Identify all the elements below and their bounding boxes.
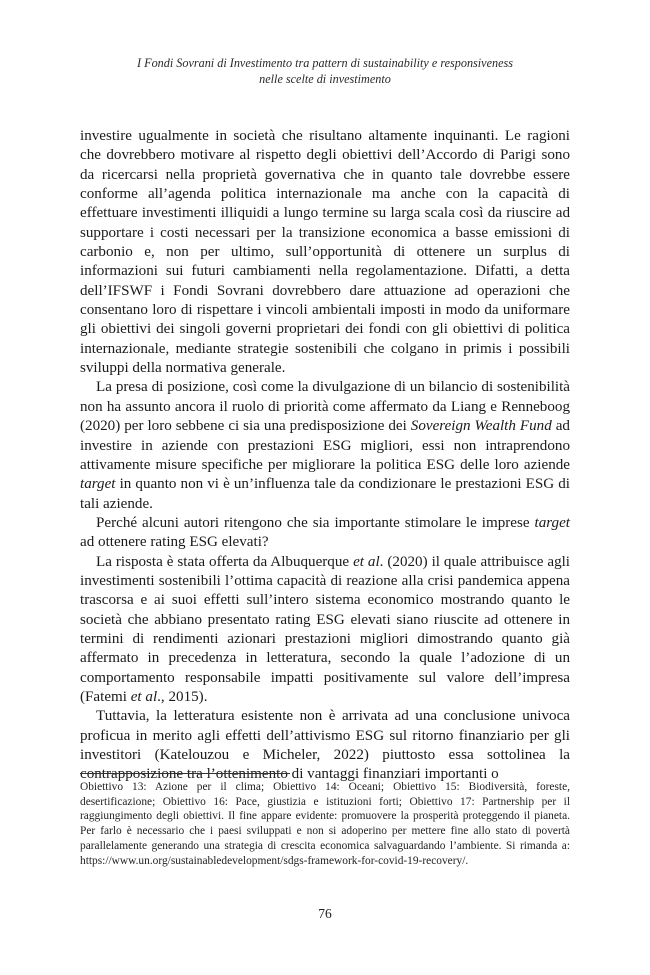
- paragraph-5: Tuttavia, la letteratura esistente non è arrivata ad una conclusione univoca proficua in merito agli effetti dell’attivismo ESG sul ritorno finanziario per gli investitori (Katelouzou e Micheler, 2022) piuttosto essa sottolinea la contrapposizione tra l’ottenimento di vantaggi finanziari importanti o: [80, 708, 570, 783]
- paragraph-2-part-c: in quanto non vi è un’influenza tale da condizionare le prestazioni ESG di tali aziende.: [80, 476, 570, 512]
- paragraph-3-emphasis: target: [534, 514, 570, 531]
- paragraph-2: [80, 378, 570, 513]
- paragraph-2-part-b: ad investire in aziende con prestazioni ESG migliori, essi non intraprendono attivamente misure specifiche per migliorare la politica ESG delle loro aziende: [80, 418, 570, 473]
- footnote-separator: [80, 773, 290, 774]
- paragraph-2-emphasis-2: target: [80, 476, 116, 493]
- running-header-line-1: I Fondi Sovrani di Investimento tra pattern di sustainability e responsiveness: [137, 56, 513, 70]
- footnote: Obiettivo 13: Azione per il clima; Obiettivo 14: Oceani; Obiettivo 15: Biodiversità, foreste, desertificazione; Obiettivo 16: Pace, giustizia e istituzioni forti; Obiettivo 17: Partnership per il raggiungimento degli obiettivi. Il fine appare evidente: promuovere la prosperità proteggendo il pianeta. Per farlo è necessario che i paesi sviluppati e non si adoperino per mettere fine allo stato di povertà parallelamente generando una strategia di crescita economica salvaguardando l’ambiente. Si rimanda a: https://www.un.org/sustainabledevelopment/sdgs-framework-for-covid-19-recovery/.: [80, 781, 570, 867]
- paragraph-4-part-b: . (2020) il quale attribuisce agli investimenti sostenibili l’ottima capacità di reazione alla crisi pandemica appena trascorsa e ai suoi effetti sull’intero sistema economico mostrando quanto le società che abbiano presentato rating ESG elevati siano riuscite ad ottenere in termini di rendimenti azionari prestazioni migliori dimostrando quanto già affermato in precedenza in letteratura, secondo la quale l’adozione di un comportamento responsabile impatti positivamente sul valore dell’impresa (Fatemi: [80, 553, 570, 705]
- running-header-line-2: nelle scelte di investimento: [259, 72, 391, 86]
- body-text: [80, 127, 570, 785]
- paragraph-3-part-b: ad ottenere rating ESG elevati?: [80, 534, 269, 551]
- paragraph-4-emphasis-2: et al: [130, 688, 158, 705]
- paragraph-1: investire ugualmente in società che risultano altamente inquinanti. Le ragioni che dovrebbero motivare al rispetto degli obiettivi dell’Accordo di Parigi sono da ricercarsi nella proprietà governativa che in quanto tale dovrebbe essere conforme all’agenda politica internazionale ma anche con la capacità di effettuare investimenti illiquidi a lungo termine su larga scala così da riuscire ad supportare i costi necessari per la transizione economica a basse emissioni di carbonio e, non per ultimo, sull’opportunità di ottenere un surplus di informazioni sui futuri cambiamenti nella regolamentazione. Difatti, a detta dell’IFSWF i Fondi Sovrani dovrebbero dare attuazione ad operazioni che consentano loro di rispettare i vincoli ambientali imposti in modo da uniformare gli obiettivi dei singoli governi proprietari dei fondi con gli obiettivi di politica internazionale, mediante strategie sostenibili che colgano in primis i possibili sviluppi della normativa generale.: [80, 128, 570, 377]
- paragraph-4-part-c: ., 2015).: [157, 688, 208, 705]
- page-number: 76: [318, 906, 332, 921]
- running-header: [80, 55, 570, 87]
- paragraph-3: [80, 514, 570, 553]
- paragraph-4-emphasis-1: et al: [353, 553, 380, 570]
- paragraph-2-part-a: La presa di posizione, così come la divulgazione di un bilancio di sostenibilità non ha assunto ancora il ruolo di priorità come affermato da Liang e Renneboog (2020) per loro sebbene ci sia una predisposizione dei: [80, 379, 570, 435]
- paragraph-4: [80, 553, 570, 708]
- paragraph-2-emphasis-1: Sovereign Wealth Fund: [410, 418, 552, 435]
- paragraph-3-part-a: Perché alcuni autori ritengono che sia importante stimolare le imprese: [96, 514, 535, 531]
- paragraph-4-part-a: La risposta è stata offerta da Albuquerque: [96, 553, 354, 570]
